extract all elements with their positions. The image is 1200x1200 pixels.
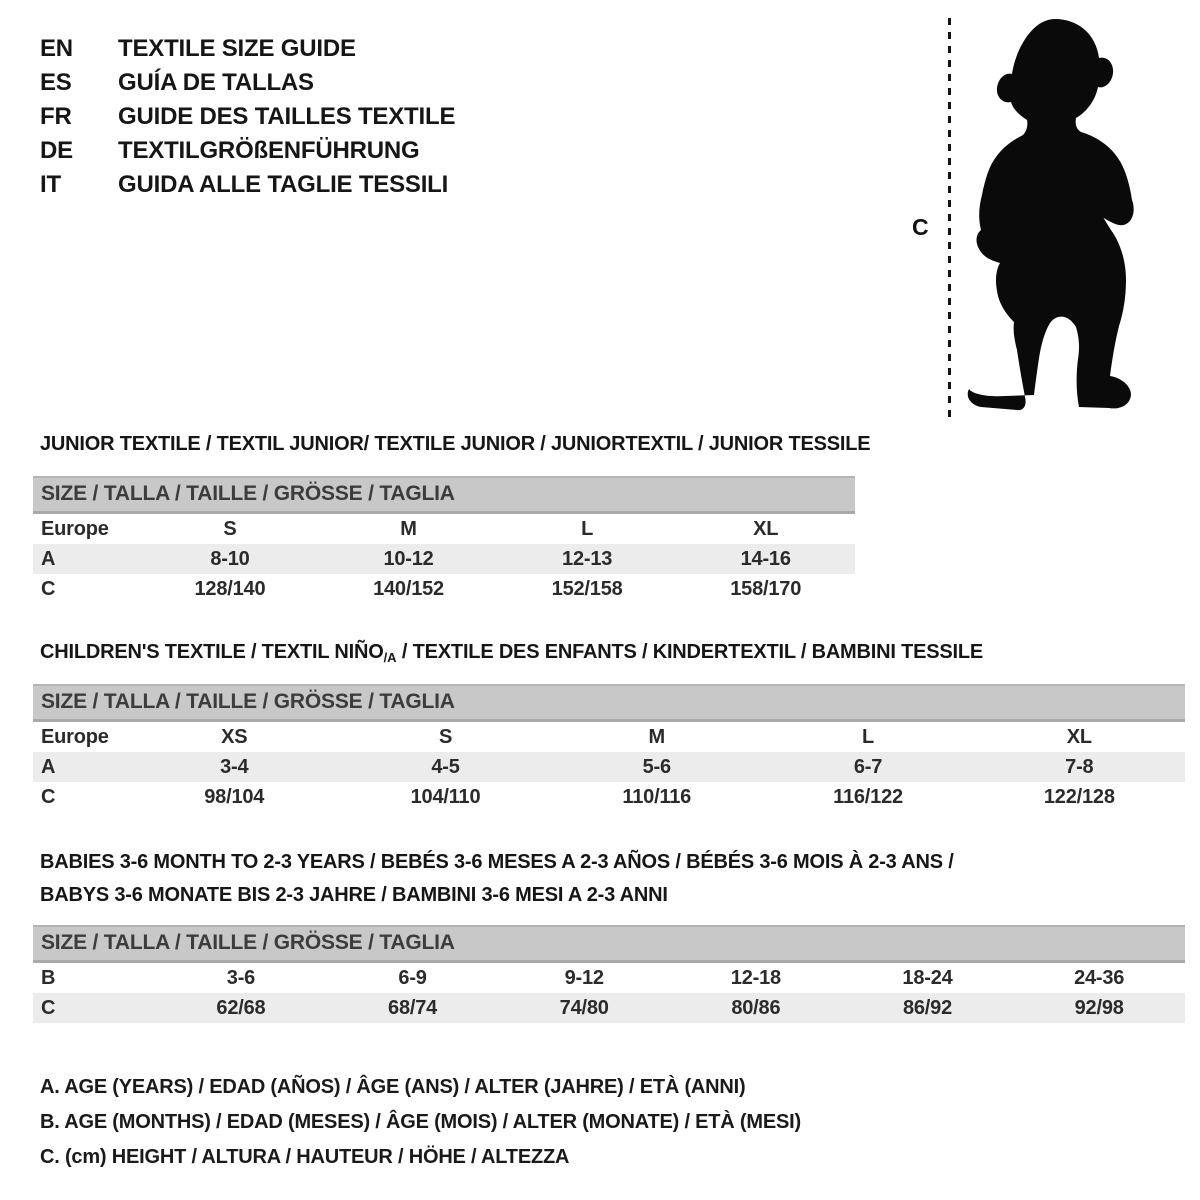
babies-size-table <box>33 925 1185 1023</box>
table-row <box>33 514 855 544</box>
language-code: FR <box>40 103 72 130</box>
table-row <box>33 993 1185 1023</box>
age-cell: 3-6 <box>226 966 256 989</box>
height-measure-dashed-line <box>948 18 951 418</box>
height-cell: 80/86 <box>670 993 842 1023</box>
language-row <box>40 100 455 134</box>
language-code: IT <box>40 171 61 198</box>
children-heading-post: / TEXTILE DES ENFANTS / KINDERTEXTIL / BAMBINI TESSILE <box>396 641 984 663</box>
size-header-bar: SIZE / TALLA / TAILLE / GRÖSSE / TAGLIA <box>33 925 1185 963</box>
age-cell: 24-36 <box>1074 966 1125 989</box>
row-label: Europe <box>41 725 109 748</box>
children-heading-pre: CHILDREN'S TEXTILE / TEXTIL NIÑO <box>40 641 384 663</box>
babies-heading-line2: BABYS 3-6 MONATE BIS 2-3 JAHRE / BAMBINI 3-6 MESI A 2-3 ANNI <box>40 884 668 906</box>
size-cell: M <box>648 725 665 748</box>
age-cell: 12-13 <box>498 544 677 574</box>
age-cell: 5-6 <box>551 752 762 782</box>
height-cell: 122/128 <box>1043 785 1115 808</box>
guide-title: TEXTILE SIZE GUIDE <box>118 35 356 62</box>
age-cell: 8-10 <box>141 544 320 574</box>
size-header-bar: SIZE / TALLA / TAILLE / GRÖSSE / TAGLIA <box>33 684 1185 722</box>
table-row <box>33 574 855 604</box>
size-cell: XL <box>753 517 779 540</box>
age-cell: 12-18 <box>730 966 781 989</box>
height-cell: 152/158 <box>551 577 623 600</box>
language-code: DE <box>40 137 73 164</box>
language-code: EN <box>40 35 73 62</box>
language-row <box>40 168 455 202</box>
size-cell: XS <box>221 725 248 748</box>
guide-title: TEXTILGRÖßENFÜHRUNG <box>118 137 420 164</box>
age-cell: 6-9 <box>398 966 427 989</box>
row-label: C <box>41 785 56 808</box>
row-label: C <box>41 577 56 600</box>
height-cell: 92/98 <box>1013 993 1185 1023</box>
table-row <box>33 722 1185 752</box>
language-code: ES <box>40 69 72 96</box>
language-row <box>40 32 455 66</box>
row-label: Europe <box>41 517 109 540</box>
language-title-list <box>40 32 455 202</box>
measure-legend <box>40 1070 801 1175</box>
legend-line-a: A. AGE (YEARS) / EDAD (AÑOS) / ÂGE (ANS) / ALTER (JAHRE) / ETÀ (ANNI) <box>40 1076 746 1098</box>
children-section-heading <box>40 640 983 670</box>
age-cell: 18-24 <box>902 966 953 989</box>
age-cell: 14-16 <box>676 544 855 574</box>
language-row <box>40 134 455 168</box>
children-heading-sub: /A <box>383 650 397 665</box>
size-header-bar: SIZE / TALLA / TAILLE / GRÖSSE / TAGLIA <box>33 476 855 514</box>
height-cell: 110/116 <box>622 785 692 808</box>
row-label: A <box>33 544 141 574</box>
legend-line-c: C. (cm) HEIGHT / ALTURA / HAUTEUR / HÖHE / ALTEZZA <box>40 1146 570 1168</box>
age-cell: 6-7 <box>762 752 973 782</box>
children-size-table <box>33 684 1185 812</box>
size-cell: S <box>223 517 237 540</box>
height-cell: 104/110 <box>410 785 481 808</box>
age-cell: 10-12 <box>319 544 498 574</box>
height-cell: 140/152 <box>373 577 444 600</box>
junior-size-table <box>33 476 855 604</box>
table-row <box>33 963 1185 993</box>
height-cell: 98/104 <box>204 785 265 808</box>
babies-table-grid <box>33 963 1185 1023</box>
guide-title: GUÍA DE TALLAS <box>118 69 314 96</box>
size-cell: M <box>400 517 417 540</box>
row-label: B <box>41 966 56 989</box>
toddler-silhouette-icon <box>962 14 1144 418</box>
junior-section-heading: JUNIOR TEXTILE / TEXTIL JUNIOR/ TEXTILE JUNIOR / JUNIORTEXTIL / JUNIOR TESSILE <box>40 433 871 455</box>
children-table-grid <box>33 722 1185 812</box>
size-cell: S <box>438 725 453 748</box>
size-cell: L <box>862 725 875 748</box>
height-cell: 68/74 <box>327 993 499 1023</box>
babies-heading-line1: BABIES 3-6 MONTH TO 2-3 YEARS / BEBÉS 3-6 MESES A 2-3 AÑOS / BÉBÉS 3-6 MOIS À 2-3 ANS / <box>40 851 954 873</box>
guide-title: GUIDA ALLE TAGLIE TESSILI <box>118 171 449 198</box>
size-cell: L <box>581 517 594 540</box>
height-cell: 62/68 <box>155 993 327 1023</box>
row-label: C <box>33 993 155 1023</box>
age-cell: 3-4 <box>129 752 340 782</box>
table-row <box>33 752 1185 782</box>
size-cell: XL <box>1066 725 1092 748</box>
row-label: A <box>33 752 129 782</box>
language-row <box>40 66 455 100</box>
height-cell: 128/140 <box>194 577 266 600</box>
babies-section-heading <box>40 846 954 912</box>
height-measure-label: C <box>912 214 929 240</box>
height-cell: 116/122 <box>833 785 903 808</box>
legend-line-b: B. AGE (MONTHS) / EDAD (MESES) / ÂGE (MOIS) / ALTER (MONATE) / ETÀ (MESI) <box>40 1111 801 1133</box>
height-cell: 86/92 <box>842 993 1014 1023</box>
age-cell: 4-5 <box>340 752 551 782</box>
height-cell: 158/170 <box>730 577 802 600</box>
table-row <box>33 782 1185 812</box>
height-cell: 74/80 <box>498 993 670 1023</box>
guide-title: GUIDE DES TAILLES TEXTILE <box>118 103 456 130</box>
age-cell: 9-12 <box>564 966 604 989</box>
age-cell: 7-8 <box>974 752 1185 782</box>
table-row <box>33 544 855 574</box>
junior-table-grid <box>33 514 855 604</box>
